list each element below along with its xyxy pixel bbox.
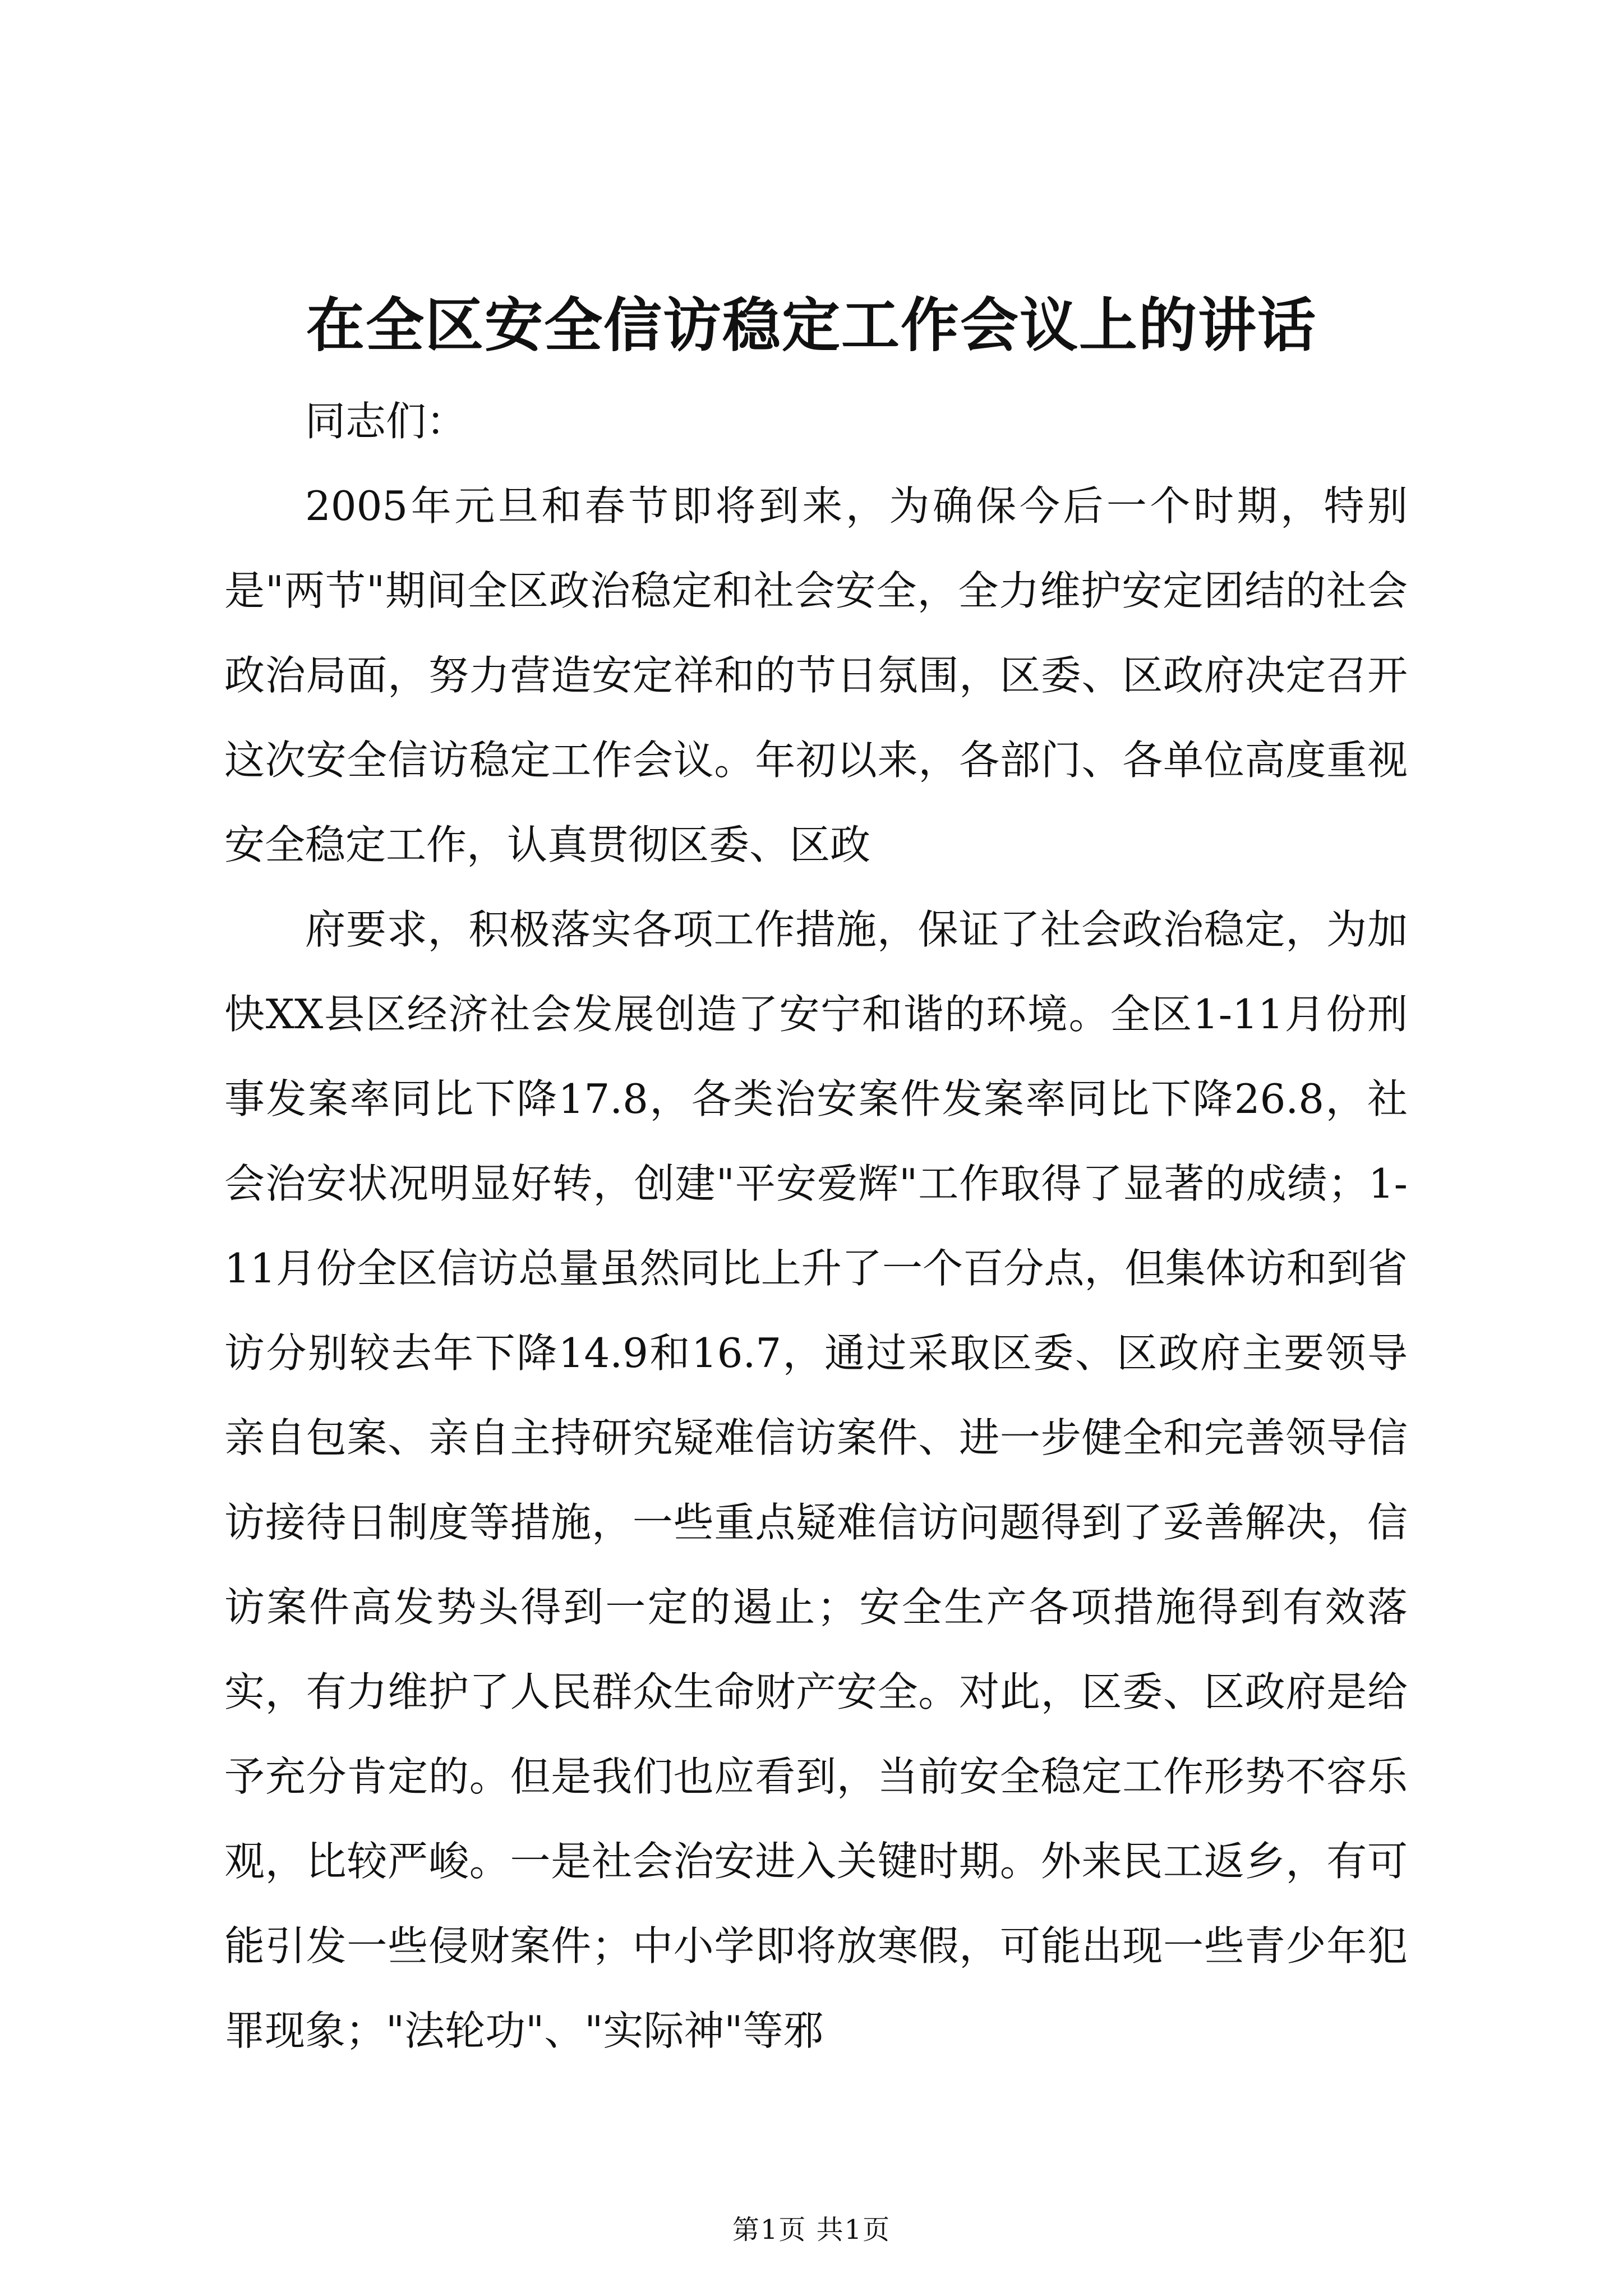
paragraph-1: 2005年元旦和春节即将到来，为确保今后一个时期，特别是"两节"期间全区政治稳定和社会安全，全力维护安定团结的社会政治局面，努力营造安定祥和的节日氛围，区委、区政府决定召开这次安全信访稳定工作会议。年初以来，各部门、各单位高度重视安全稳定工作，认真贯彻区委、区政 [224,482,1408,868]
greeting: 同志们： [305,398,467,445]
page-footer: 第1页 共1页 [732,2214,891,2246]
page-title: 在全区安全信访稳定工作会议上的讲话 [306,291,1317,360]
document-body [224,379,1408,2073]
paragraph-2: 府要求，积极落实各项工作措施，保证了社会政治稳定，为加快XX县区经济社会发展创造了安宁和谐的环境。全区1-11月份刑事发案率同比下降17.8，各类治安案件发案率同比下降26.8，社会治安状况明显好转，创建"平安爱辉"工作取得了显著的成绩；1-11月份全区信访总量虽然同比上升了一个百分点，但集体访和到省访分别较去年下降14.9和16.7，通过采取区委、区政府主要领导亲自包案、亲自主持研究疑难信访案件、进一步健全和完善领导信访接待日制度等措施，一些重点疑难信访问题得到了妥善解决，信访案件高发势头得到一定的遏止；安全生产各项措施得到有效落实，有力维护了人民群众生命财产安全。对此，区委、区政府是给予充分肯定的。但是我们也应看到，当前安全稳定工作形势不容乐观，比较严峻。一是社会治安进入关键时期。外来民工返乡，有可能引发一些侵财案件；中小学即将放寒假，可能出现一些青少年犯罪现象；"法轮功"、"实际神"等邪 [224,906,1408,2054]
